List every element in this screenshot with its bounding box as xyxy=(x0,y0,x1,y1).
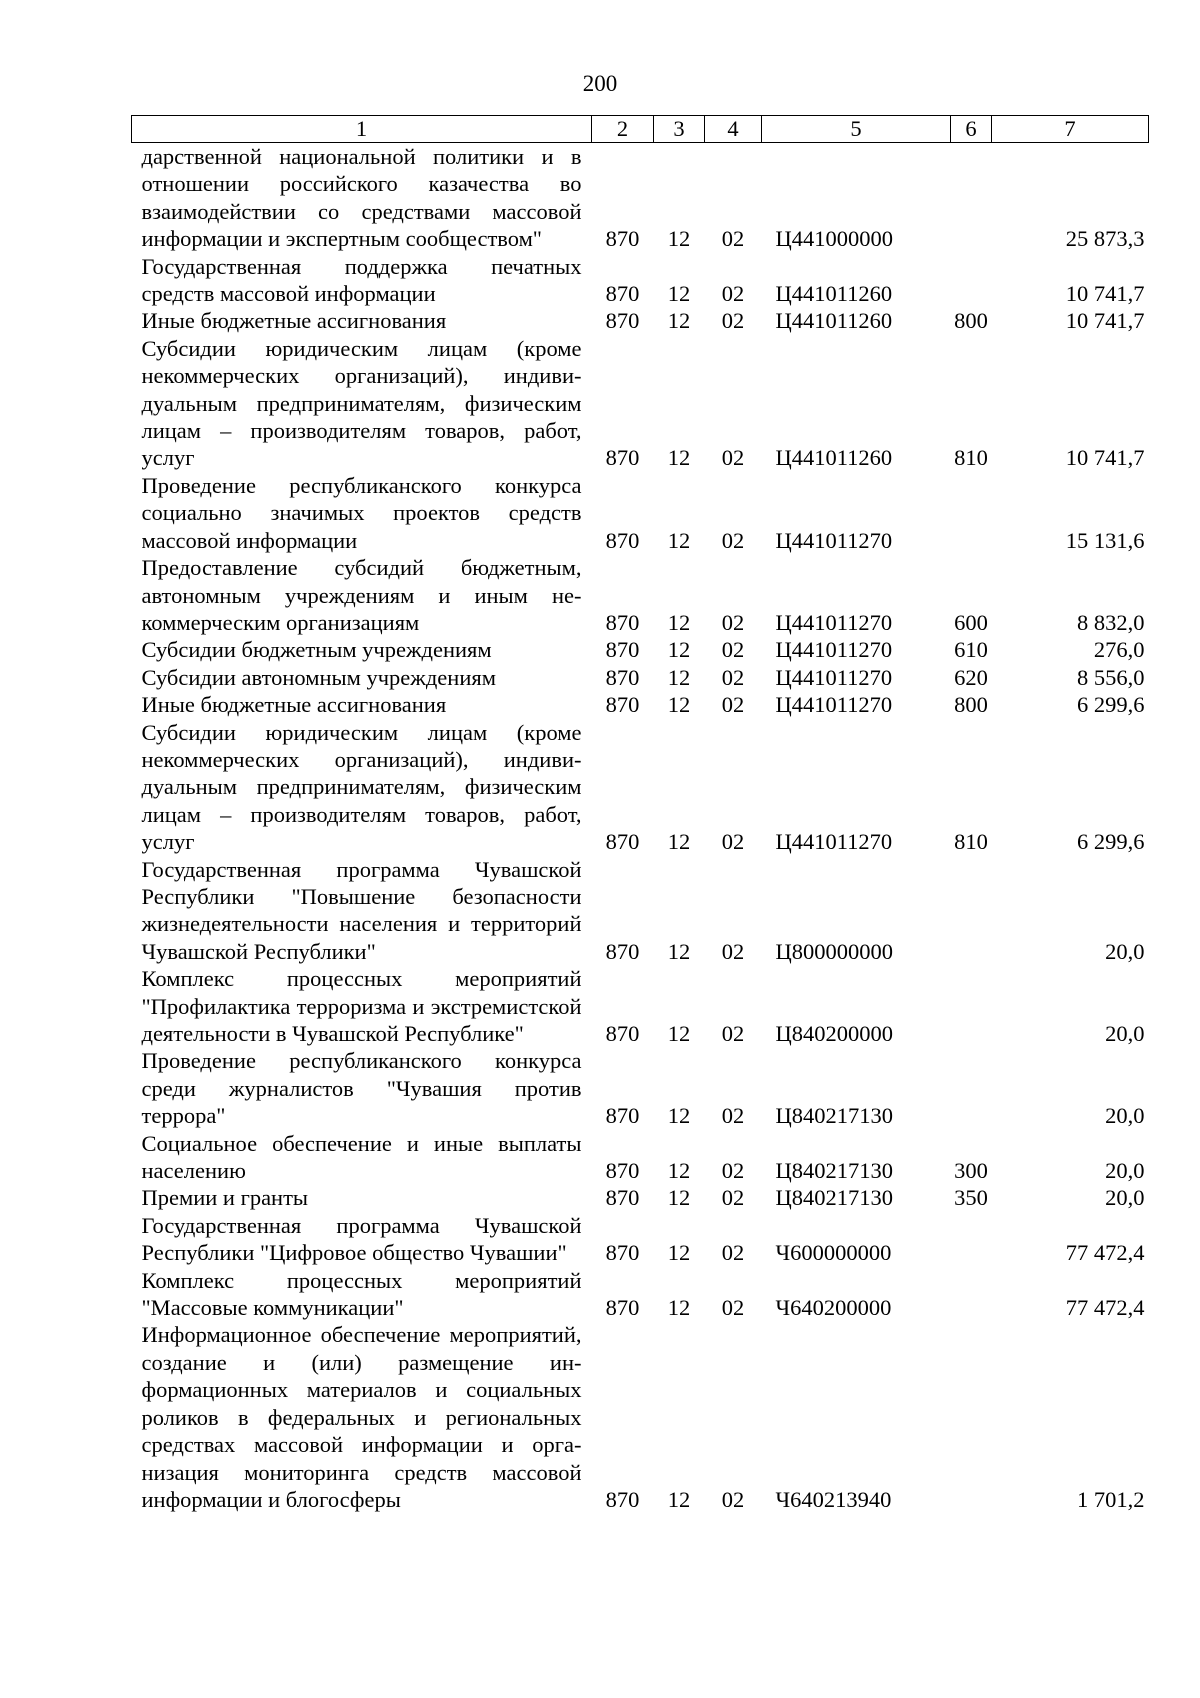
table-row xyxy=(132,1321,1149,1513)
row-subsection-cell: 02 xyxy=(721,1185,745,1211)
row-subsection-cell: 02 xyxy=(721,1103,745,1129)
row-expense-type-cell xyxy=(951,1212,992,1267)
row-subsection-cell: 02 xyxy=(721,609,745,635)
row-subsection-cell: 02 xyxy=(721,637,745,663)
row-amount-cell: 77 472,4 xyxy=(1065,1295,1145,1321)
page-number: 200 xyxy=(582,71,618,96)
row-target-article-cell: Ц840217130 xyxy=(775,1103,893,1129)
row-section-cell: 12 xyxy=(667,1103,691,1129)
row-target-article-cell: Ц441011270 xyxy=(775,664,893,690)
row-subsection-cell: 02 xyxy=(721,226,745,252)
row-subsection-cell: 02 xyxy=(721,829,745,855)
row-amount-cell: 10 741,7 xyxy=(1065,281,1145,307)
row-amount-cell: 20,0 xyxy=(1105,1021,1145,1046)
row-section-cell: 12 xyxy=(667,281,691,307)
row-subsection-cell: 02 xyxy=(721,281,745,307)
row-ved-cell: 870 xyxy=(605,637,640,663)
row-ved-cell: 870 xyxy=(605,1103,640,1129)
row-name-cell: Премии и гранты xyxy=(141,1185,309,1211)
row-name-cell: Информационное обеспечение мероприятий, создание и (или) размещение информационных материалов и социальных роликов в федеральных и региональных средствах массовой информации и организация мониторинга средств массовой информации и блогосферы xyxy=(141,1322,582,1512)
row-name-cell: Субсидии автономным учреждениям xyxy=(141,664,496,690)
row-name-cell: дарственной национальной политики и в отношении российского казачества во взаимодействии со средствами массовой информации и экспертным сообществом" xyxy=(141,144,582,252)
row-name-cell: Иные бюджетные ассигнования xyxy=(141,308,447,334)
row-section-cell: 12 xyxy=(667,1486,691,1512)
row-amount-cell: 77 472,4 xyxy=(1065,1240,1145,1266)
row-target-article-cell: Ц840217130 xyxy=(775,1185,893,1211)
table-row xyxy=(132,1047,1149,1129)
column-header-3: 3 xyxy=(654,116,705,143)
row-name-cell: Проведение республиканского конкурса социально значимых проектов средств массовой информации xyxy=(141,472,582,553)
row-target-article-cell: Ц441011270 xyxy=(775,527,893,553)
row-expense-type-cell: 800 xyxy=(954,308,988,334)
table-row xyxy=(132,856,1149,966)
table-row xyxy=(132,554,1149,636)
row-section-cell: 12 xyxy=(667,1295,691,1321)
row-section-cell: 12 xyxy=(667,829,691,855)
row-ved-cell: 870 xyxy=(605,1486,640,1512)
row-amount-cell: 10 741,7 xyxy=(1065,308,1145,334)
row-target-article-cell: Ч600000000 xyxy=(775,1240,892,1266)
row-name-cell: Социальное обеспечение и иные выплаты населению xyxy=(141,1130,582,1184)
row-target-article-cell: Ц441011260 xyxy=(775,308,893,334)
table-row xyxy=(132,307,1149,334)
row-amount-cell: 8 556,0 xyxy=(1077,664,1145,690)
row-expense-type-cell: 350 xyxy=(954,1185,988,1211)
row-name-cell: Государственная программа Чувашской Республики "Цифровое общество Чувашии" xyxy=(141,1212,582,1266)
row-expense-type-cell: 610 xyxy=(954,637,988,663)
row-ved-cell: 870 xyxy=(605,938,640,964)
row-name-cell: Предоставление субсидий бюджетным, автономным учреждениям и иным некоммерческим организациям xyxy=(141,555,582,635)
row-target-article-cell: Ц840200000 xyxy=(775,1021,893,1046)
table-row xyxy=(132,719,1149,856)
row-amount-cell: 10 741,7 xyxy=(1065,445,1145,471)
row-subsection-cell: 02 xyxy=(721,1295,745,1321)
row-amount-cell: 20,0 xyxy=(1105,938,1145,964)
row-ved-cell: 870 xyxy=(605,1240,640,1266)
row-ved-cell: 870 xyxy=(605,527,640,553)
row-section-cell: 12 xyxy=(667,527,691,553)
row-section-cell: 12 xyxy=(667,308,691,334)
row-ved-cell: 870 xyxy=(605,1158,640,1184)
row-name-cell: Иные бюджетные ассигнования xyxy=(141,692,447,718)
row-ved-cell: 870 xyxy=(605,308,640,334)
row-target-article-cell: Ц441011270 xyxy=(775,609,893,635)
row-section-cell: 12 xyxy=(667,1021,691,1046)
row-ved-cell: 870 xyxy=(605,609,640,635)
row-name-cell: Комплекс процессных мероприятий "Массовые коммуникации" xyxy=(141,1267,582,1321)
row-subsection-cell: 02 xyxy=(721,1486,745,1512)
row-subsection-cell: 02 xyxy=(721,1021,745,1046)
row-target-article-cell: Ч640200000 xyxy=(775,1295,892,1321)
row-target-article-cell: Ц840217130 xyxy=(775,1158,893,1184)
table-row xyxy=(132,1267,1149,1322)
row-subsection-cell: 02 xyxy=(721,664,745,690)
row-section-cell: 12 xyxy=(667,609,691,635)
table-row xyxy=(132,143,1149,253)
row-subsection-cell: 02 xyxy=(721,1240,745,1266)
row-section-cell: 12 xyxy=(667,938,691,964)
row-amount-cell: 25 873,3 xyxy=(1065,226,1145,252)
row-ved-cell: 870 xyxy=(605,226,640,252)
row-section-cell: 12 xyxy=(667,226,691,252)
row-subsection-cell: 02 xyxy=(721,938,745,964)
row-ved-cell: 870 xyxy=(605,445,640,471)
row-target-article-cell: Ц441011260 xyxy=(775,281,893,307)
row-section-cell: 12 xyxy=(667,1240,691,1266)
column-header-2: 2 xyxy=(592,116,654,143)
row-section-cell: 12 xyxy=(667,664,691,690)
row-expense-type-cell: 800 xyxy=(954,692,988,718)
row-ved-cell: 870 xyxy=(605,692,640,718)
row-ved-cell: 870 xyxy=(605,829,640,855)
row-subsection-cell: 02 xyxy=(721,445,745,471)
row-amount-cell: 20,0 xyxy=(1105,1103,1145,1129)
row-target-article-cell: Ц441000000 xyxy=(775,226,893,252)
budget-table xyxy=(131,115,1149,1513)
column-header-5: 5 xyxy=(762,116,951,143)
row-expense-type-cell xyxy=(951,143,992,253)
row-ved-cell: 870 xyxy=(605,281,640,307)
row-expense-type-cell: 300 xyxy=(954,1158,988,1184)
row-subsection-cell: 02 xyxy=(721,692,745,718)
table-row xyxy=(132,636,1149,663)
table-row xyxy=(132,664,1149,691)
row-name-cell: Проведение республиканского конкурса среди журналистов "Чувашия против террора" xyxy=(141,1048,582,1129)
table-row xyxy=(132,1130,1149,1185)
row-amount-cell: 1 701,2 xyxy=(1077,1486,1145,1512)
row-expense-type-cell: 810 xyxy=(954,445,988,471)
row-section-cell: 12 xyxy=(667,637,691,663)
row-amount-cell: 6 299,6 xyxy=(1077,829,1145,855)
row-ved-cell: 870 xyxy=(605,1021,640,1046)
row-name-cell: Субсидии юридическим лицам (кроме некоммерческих организаций), индивидуальным предпринимателям, физическим лицам – производителям товаров, работ, услуг xyxy=(141,719,582,855)
table-row xyxy=(132,472,1149,554)
table-row xyxy=(132,253,1149,308)
row-name-cell: Субсидии юридическим лицам (кроме некоммерческих организаций), индивидуальным предпринимателям, физическим лицам – производителям товаров, работ, услуг xyxy=(141,335,582,471)
row-amount-cell: 20,0 xyxy=(1105,1158,1145,1184)
row-amount-cell: 15 131,6 xyxy=(1065,527,1145,553)
table-body xyxy=(132,143,1149,1514)
row-amount-cell: 8 832,0 xyxy=(1077,609,1145,635)
table-row xyxy=(132,1184,1149,1211)
row-expense-type-cell: 810 xyxy=(954,829,988,855)
row-subsection-cell: 02 xyxy=(721,1158,745,1184)
row-name-cell: Субсидии бюджетным учреждениям xyxy=(141,637,492,663)
table-row xyxy=(132,335,1149,472)
table-row xyxy=(132,965,1149,1047)
table-row xyxy=(132,691,1149,718)
row-expense-type-cell xyxy=(951,965,992,1047)
row-ved-cell: 870 xyxy=(605,1295,640,1321)
column-header-7: 7 xyxy=(992,116,1149,143)
row-name-cell: Государственная поддержка печатных средств массовой информации xyxy=(141,253,582,307)
row-expense-type-cell: 620 xyxy=(954,664,988,690)
row-target-article-cell: Ч640213940 xyxy=(775,1486,892,1512)
row-amount-cell: 20,0 xyxy=(1105,1185,1145,1211)
row-target-article-cell: Ц441011270 xyxy=(775,829,893,855)
row-subsection-cell: 02 xyxy=(721,308,745,334)
row-expense-type-cell xyxy=(951,253,992,308)
row-subsection-cell: 02 xyxy=(721,527,745,553)
row-section-cell: 12 xyxy=(667,692,691,718)
row-amount-cell: 276,0 xyxy=(1093,637,1145,663)
row-section-cell: 12 xyxy=(667,1185,691,1211)
row-target-article-cell: Ц441011260 xyxy=(775,445,893,471)
row-amount-cell: 6 299,6 xyxy=(1077,692,1145,718)
row-expense-type-cell: 600 xyxy=(954,609,988,635)
row-section-cell: 12 xyxy=(667,1158,691,1184)
row-name-cell: Комплекс процессных мероприятий "Профилактика терроризма и экстремистской деятельности в Чувашской Республике" xyxy=(141,966,582,1046)
column-header-4: 4 xyxy=(705,116,762,143)
row-expense-type-cell xyxy=(951,1267,992,1322)
row-ved-cell: 870 xyxy=(605,1185,640,1211)
row-section-cell: 12 xyxy=(667,445,691,471)
row-expense-type-cell xyxy=(951,472,992,554)
row-ved-cell: 870 xyxy=(605,664,640,690)
row-expense-type-cell xyxy=(951,856,992,966)
table-row xyxy=(132,1212,1149,1267)
column-header-1: 1 xyxy=(132,116,592,143)
row-name-cell: Государственная программа Чувашской Республики "Повышение безопасности жизнедеятельности населения и территорий Чувашской Республики" xyxy=(141,856,582,964)
column-header-6: 6 xyxy=(951,116,992,143)
row-target-article-cell: Ц441011270 xyxy=(775,637,893,663)
row-target-article-cell: Ц800000000 xyxy=(775,938,893,964)
row-expense-type-cell xyxy=(951,1321,992,1513)
row-expense-type-cell xyxy=(951,1047,992,1129)
row-target-article-cell: Ц441011270 xyxy=(775,692,893,718)
column-number-header xyxy=(132,116,1149,143)
